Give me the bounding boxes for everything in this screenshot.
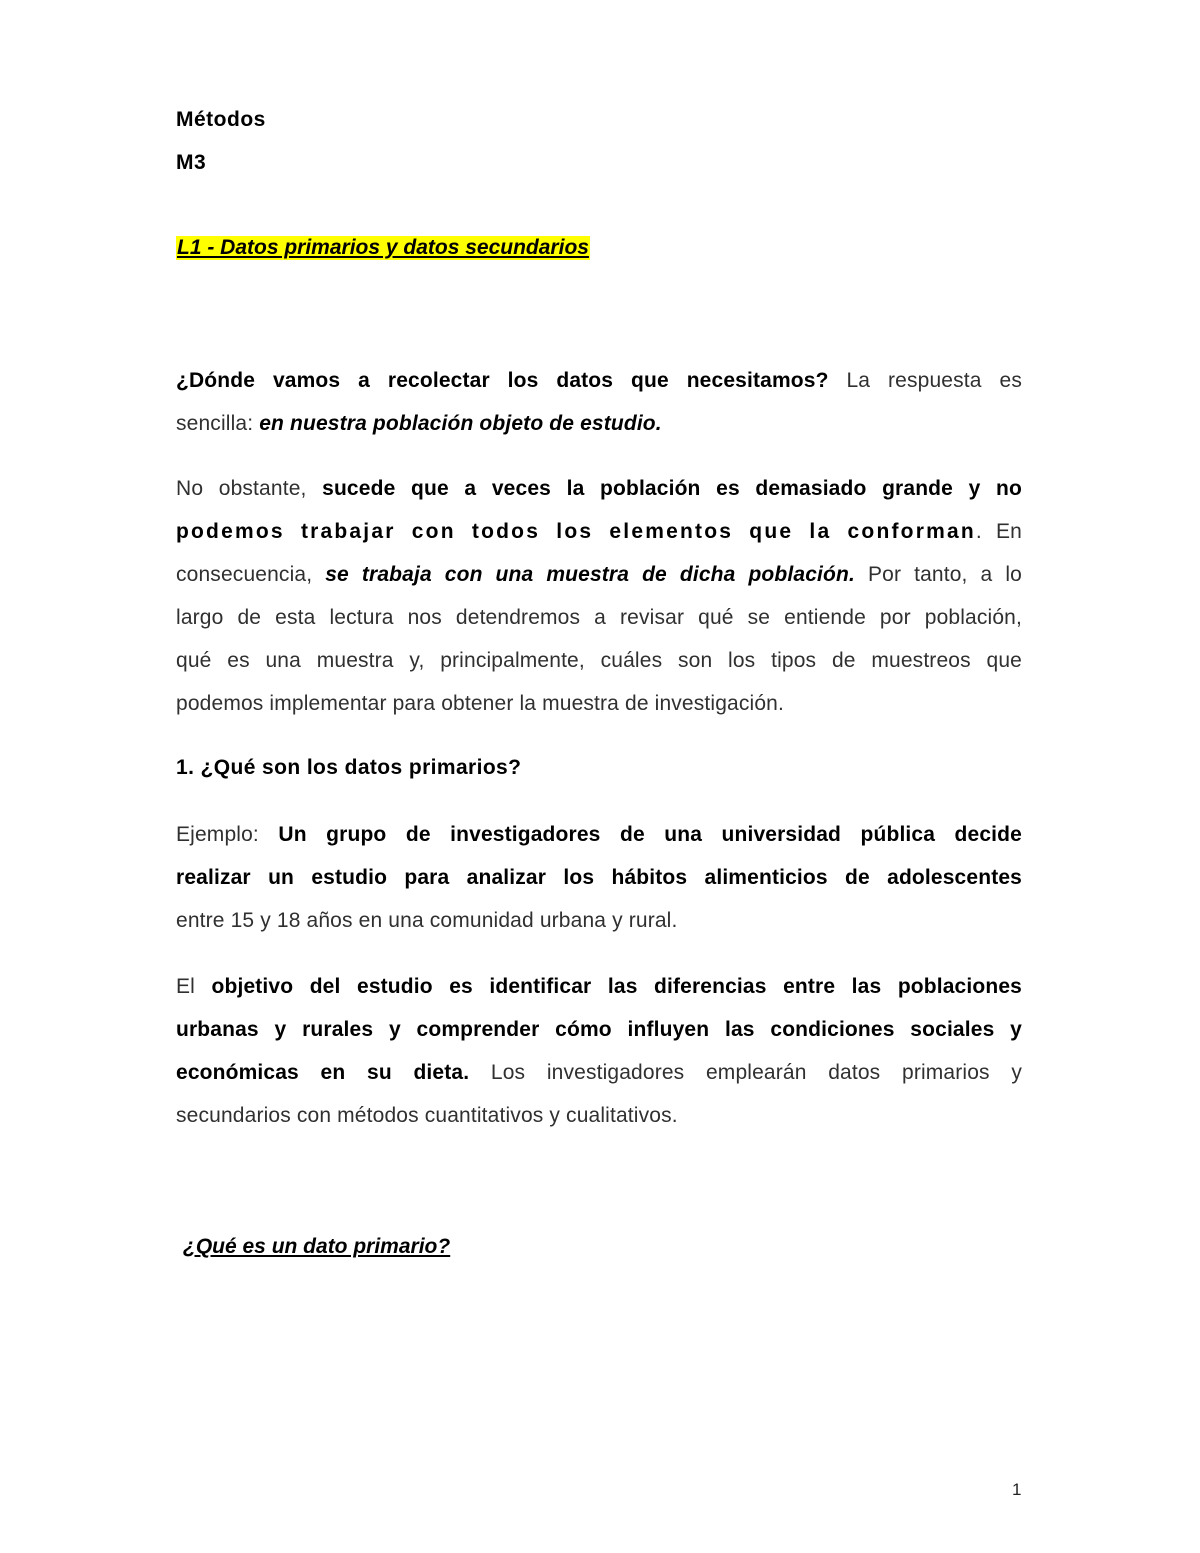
- text-bold: podemos trabajar con todos los elementos que la conforman: [176, 520, 976, 543]
- paragraph-line: [176, 510, 1022, 553]
- paragraph-line: realizar un estudio para analizar los hábitos alimenticios de adolescentes: [176, 866, 1022, 889]
- paragraph-line: [176, 813, 1022, 856]
- text-normal: . En: [975, 520, 1022, 543]
- module-label: M3: [176, 151, 207, 174]
- paragraph-line: podemos implementar para obtener la muestra de investigación.: [176, 692, 784, 715]
- lesson-title: L1 - Datos primarios y datos secundarios: [177, 236, 589, 259]
- intro-question: ¿Dónde vamos a recolectar los datos que necesitamos?: [176, 369, 829, 392]
- intro-answer-bold: en nuestra población objeto de estudio.: [259, 412, 662, 435]
- objective-paragraph: [176, 965, 1022, 1137]
- document-title: Métodos: [176, 108, 266, 131]
- text-bold: económicas en su dieta.: [176, 1061, 470, 1084]
- example-paragraph: [176, 813, 1022, 942]
- paragraph-line: [176, 359, 1022, 402]
- paragraph-line: secundarios con métodos cuantitativos y cualitativos.: [176, 1104, 678, 1127]
- intro-paragraph: [176, 359, 1022, 445]
- page-number: 1: [1012, 1480, 1022, 1499]
- paragraph-line: qué es una muestra y, principalmente, cuáles son los tipos de muestreos que: [176, 649, 1022, 672]
- text-normal: Ejemplo:: [176, 823, 259, 846]
- paragraph-population: [176, 467, 1022, 725]
- paragraph-line: [176, 965, 1022, 1008]
- subquestion-heading: ¿Qué es un dato primario?: [183, 1235, 451, 1258]
- section-heading: 1. ¿Qué son los datos primarios?: [176, 756, 522, 779]
- text-bold: sucede que a veces la población es demasiado grande y no: [322, 477, 1022, 500]
- text-normal: No obstante,: [176, 477, 307, 500]
- paragraph-line: [176, 402, 1022, 445]
- paragraph-line: [176, 553, 1022, 596]
- text-bold: Un grupo de investigadores de una universidad pública decide: [278, 823, 1022, 846]
- paragraph-line: largo de esta lectura nos detendremos a revisar qué se entiende por población,: [176, 606, 1022, 629]
- paragraph-line: urbanas y rurales y comprender cómo influyen las condiciones sociales y: [176, 1018, 1022, 1041]
- paragraph-line: [176, 1051, 1022, 1094]
- text-bold: objetivo del estudio es identificar las diferencias entre las poblaciones: [211, 975, 1022, 998]
- paragraph-line: entre 15 y 18 años en una comunidad urbana y rural.: [176, 909, 678, 932]
- intro-answer-lead: La respuesta es: [846, 369, 1022, 392]
- text-normal: Por tanto, a lo: [867, 563, 1022, 586]
- text-normal: El: [176, 975, 195, 998]
- text-bold-italic: se trabaja con una muestra de dicha población.: [325, 563, 855, 586]
- text-normal: consecuencia,: [176, 563, 313, 586]
- paragraph-line: [176, 467, 1022, 510]
- intro-answer-lead-2: sencilla:: [176, 412, 254, 435]
- text-normal: Los investigadores emplearán datos primarios y: [490, 1061, 1022, 1084]
